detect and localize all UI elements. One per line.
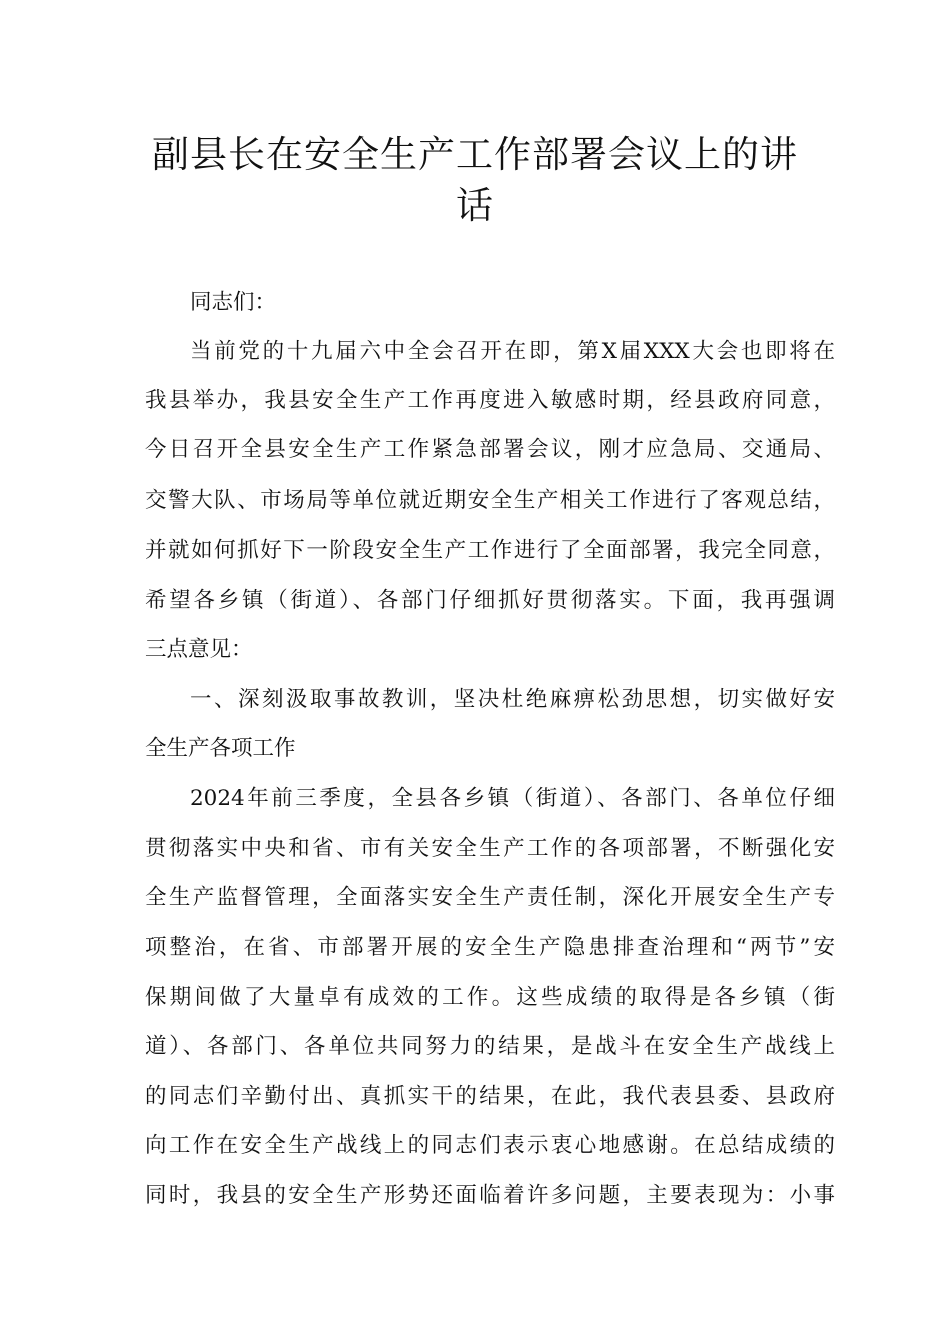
text-line-salutation: 同志们： xyxy=(190,290,277,315)
text-line: 三点意见： xyxy=(145,637,253,662)
text-line: 项整治，在省、市部署开展的安全生产隐患排查治理和“两节”安 xyxy=(145,935,835,960)
text-line: 道）、各部门、各单位共同努力的结果，是战斗在安全生产战线上 xyxy=(145,1034,835,1059)
text-line: 的同志们辛勤付出、真抓实干的结果，在此，我代表县委、县政府 xyxy=(145,1084,835,1109)
text-line: 向工作在安全生产战线上的同志们表示衷心地感谢。在总结成绩的 xyxy=(145,1133,835,1158)
text-line: 保期间做了大量卓有成效的工作。这些成绩的取得是各乡镇（街 xyxy=(145,985,835,1010)
text-line: 当前党的十九届六中全会召开在即，第X届XXX大会也即将在 xyxy=(190,339,835,364)
document-title-line-2: 话 xyxy=(456,184,494,227)
text-line: 并就如何抓好下一阶段安全生产工作进行了全面部署，我完全同意， xyxy=(145,538,835,563)
text-line: 全生产监督管理，全面落实安全生产责任制，深化开展安全生产专 xyxy=(145,885,835,910)
document-title-line-1: 副县长在安全生产工作部署会议上的讲 xyxy=(152,133,798,176)
text-line: 今日召开全县安全生产工作紧急部署会议，刚才应急局、交通局、 xyxy=(145,437,835,462)
text-line: 希望各乡镇（街道）、各部门仔细抓好贯彻落实。下面，我再强调 xyxy=(145,588,835,613)
section-heading-line: 全生产各项工作 xyxy=(145,736,296,761)
section-heading-line: 一、深刻汲取事故教训，坚决杜绝麻痹松劲思想，切实做好安 xyxy=(190,687,835,712)
text-line: 同时，我县的安全生产形势还面临着许多问题，主要表现为：小事 xyxy=(145,1183,835,1208)
text-line: 交警大队、市场局等单位就近期安全生产相关工作进行了客观总结， xyxy=(145,488,835,513)
text-line: 贯彻落实中央和省、市有关安全生产工作的各项部署，不断强化安 xyxy=(145,836,835,861)
text-line: 我县举办，我县安全生产工作再度进入敏感时期，经县政府同意， xyxy=(145,388,835,413)
text-line: 2024年前三季度，全县各乡镇（街道）、各部门、各单位仔细 xyxy=(190,786,835,811)
